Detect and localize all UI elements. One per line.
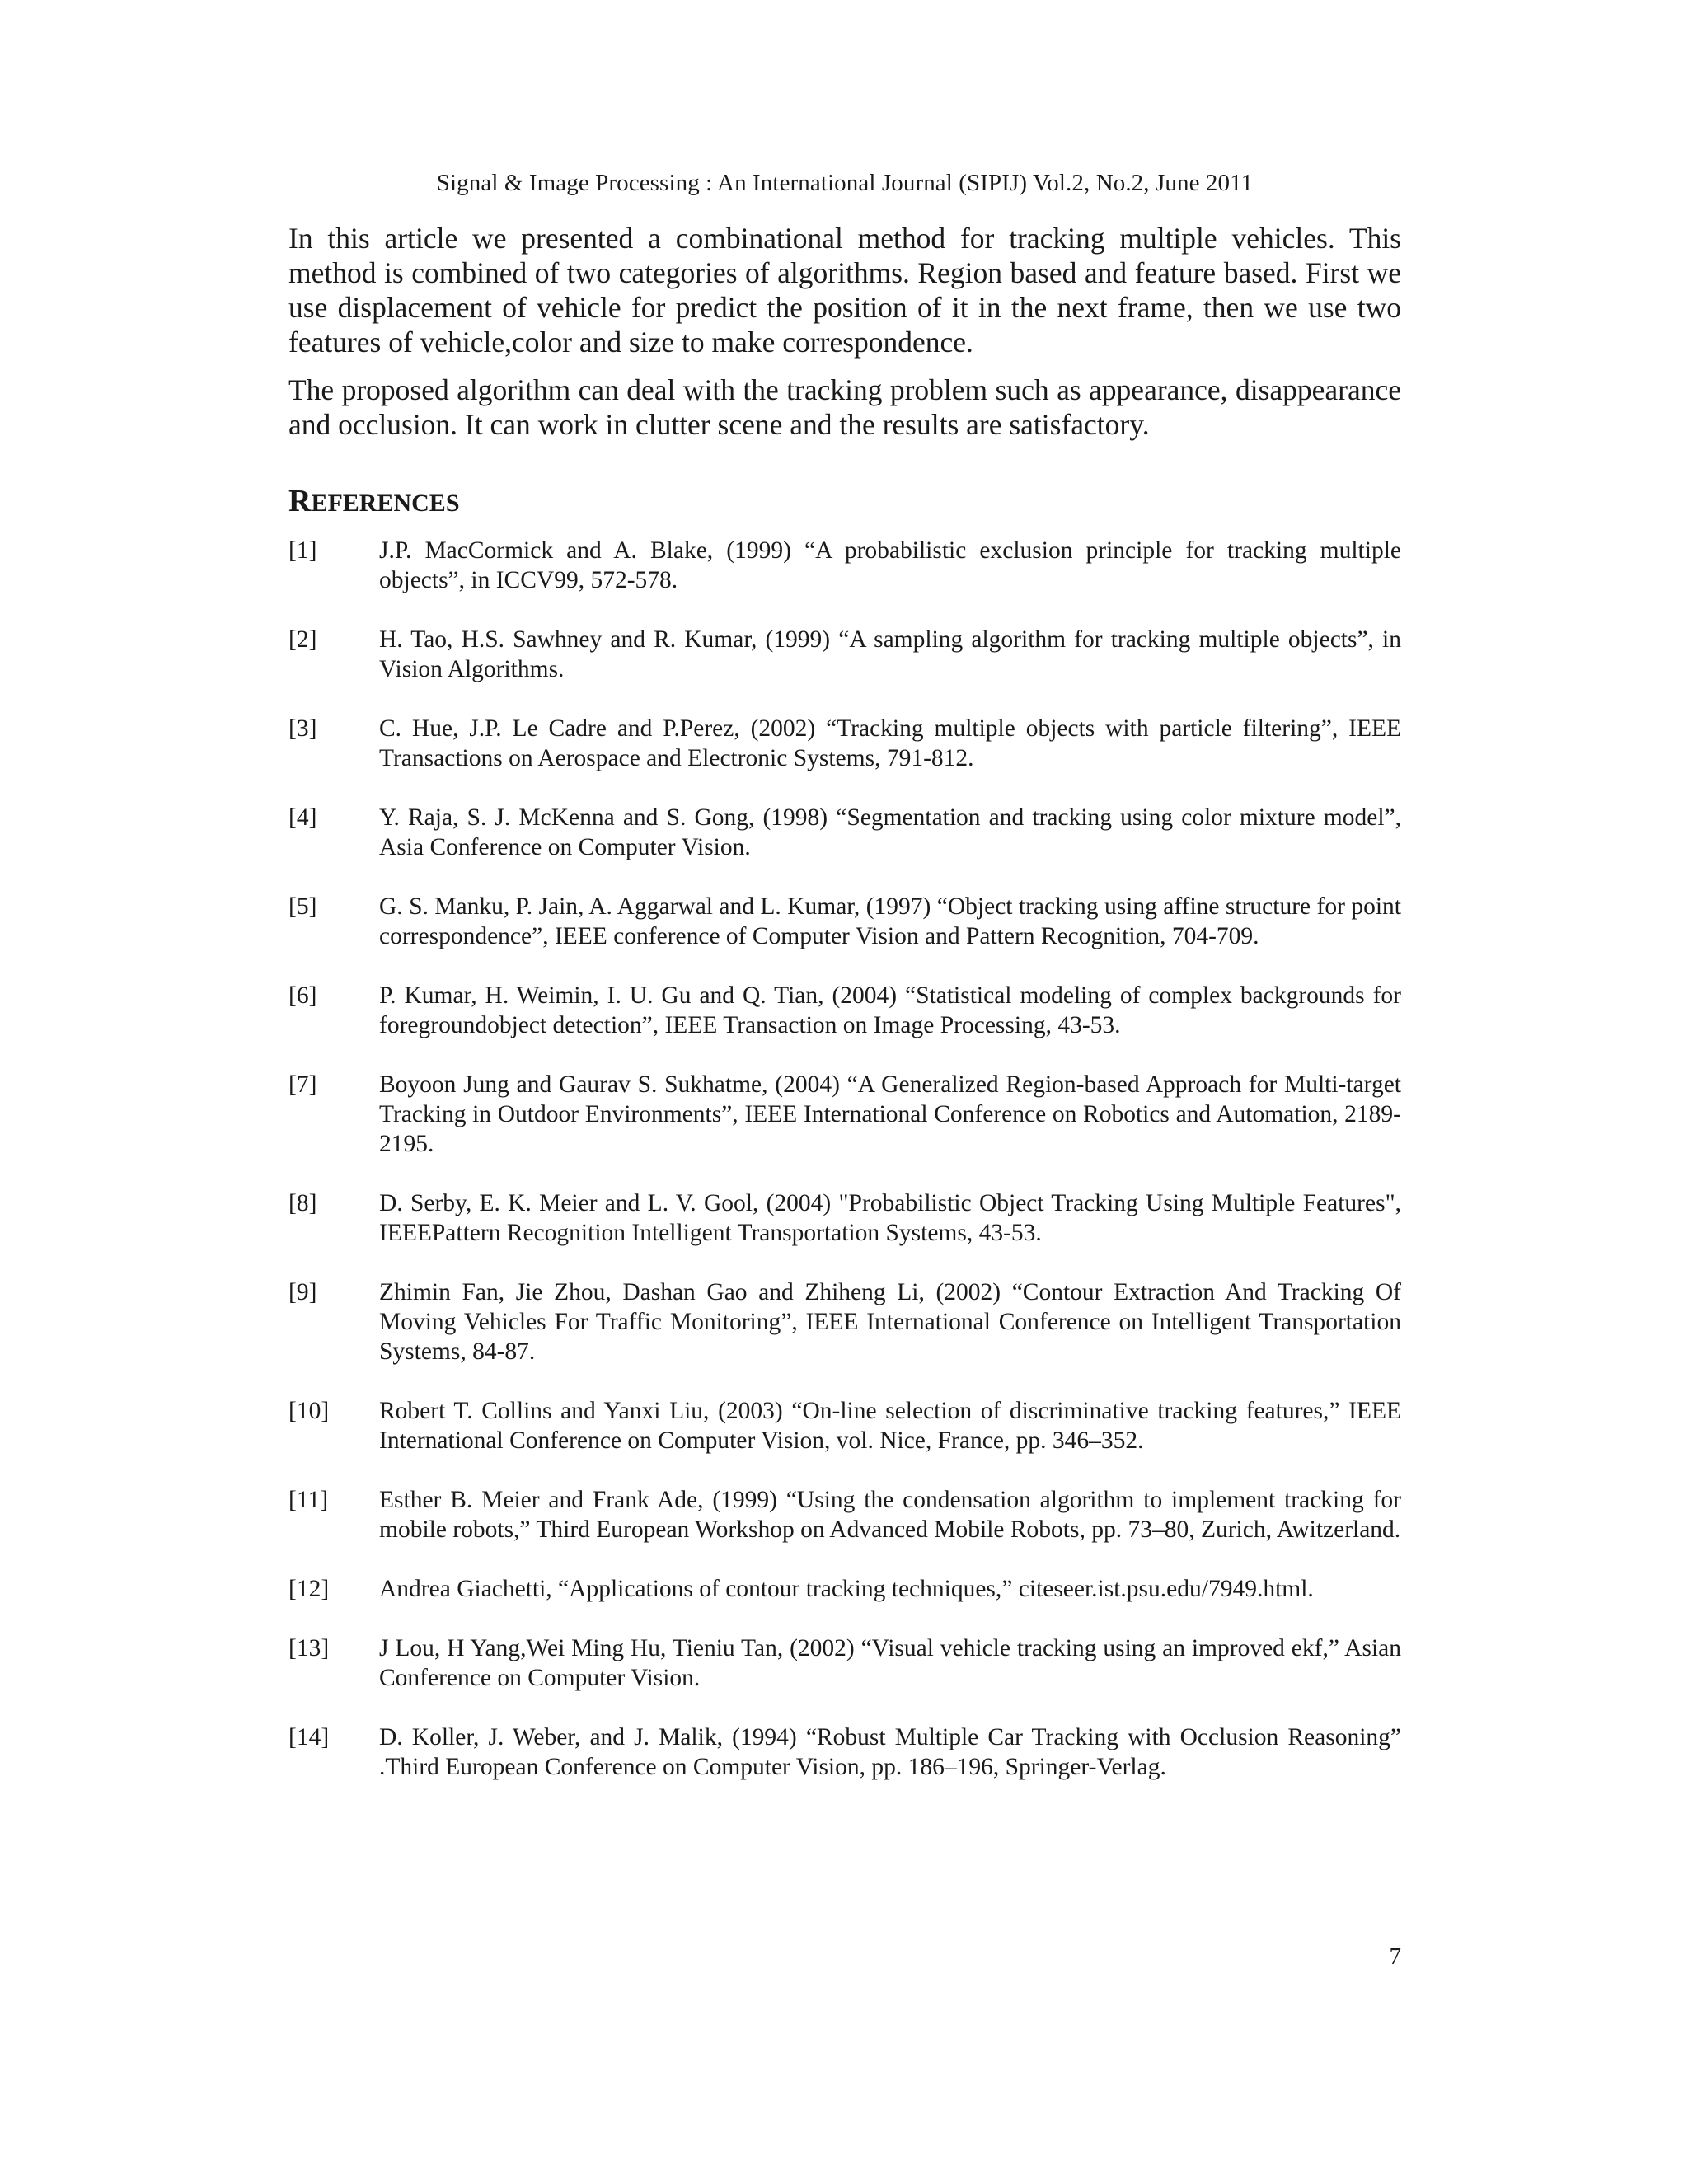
references-heading-rest: EFERENCES: [311, 490, 460, 517]
reference-number: [14]: [288, 1724, 330, 1750]
reference-number: [1]: [288, 537, 317, 564]
reference-item: [288, 1485, 1401, 1544]
reference-item: [288, 625, 1401, 684]
body-paragraph: The proposed algorithm can deal with the tracking problem such as appearance, disappearance and occlusion. It can work in clutter scene and the results are satisfactory.: [288, 373, 1401, 441]
reference-number: [7]: [288, 1071, 317, 1098]
conclusion-body: [288, 221, 1401, 455]
reference-number: [3]: [288, 715, 317, 742]
reference-number: [10]: [288, 1398, 330, 1424]
reference-text: Robert T. Collins and Yanxi Liu, (2003) “On-line selection of discriminative tracking features,” IEEE International Conference on Computer Vision, vol. Nice, France, pp. 346–352.: [379, 1398, 1401, 1454]
reference-text: Andrea Giachetti, “Applications of contour tracking techniques,” citeseer.ist.psu.edu/7949.html.: [379, 1576, 1314, 1602]
reference-text: H. Tao, H.S. Sawhney and R. Kumar, (1999) “A sampling algorithm for tracking multiple objects”, in Vision Algorithms.: [379, 626, 1401, 682]
references-heading: [288, 483, 460, 522]
reference-item: [288, 536, 1401, 595]
reference-number: [2]: [288, 626, 317, 653]
reference-text: Zhimin Fan, Jie Zhou, Dashan Gao and Zhiheng Li, (2002) “Contour Extraction And Tracking Of Moving Vehicles For Traffic Monitoring”, IEEE International Conference on Intelligent Transportation Systems, 84-87.: [379, 1279, 1401, 1365]
reference-number: [6]: [288, 982, 317, 1009]
running-header: Signal & Image Processing : An International Journal (SIPIJ) Vol.2, No.2, June 2011: [436, 170, 1254, 196]
reference-item: [288, 1633, 1401, 1693]
reference-item: [288, 714, 1401, 773]
reference-item: [288, 1574, 1401, 1604]
reference-number: [13]: [288, 1635, 330, 1661]
reference-text: Boyoon Jung and Gaurav S. Sukhatme, (2004) “A Generalized Region-based Approach for Multi-target Tracking in Outdoor Environments”, IEEE International Conference on Robotics and Automation, 2189-2195.: [379, 1071, 1401, 1157]
reference-item: [288, 1722, 1401, 1782]
reference-text: Esther B. Meier and Frank Ade, (1999) “Using the condensation algorithm to implement tracking for mobile robots,” Third European Workshop on Advanced Mobile Robots, pp. 73–80, Zurich, Awitzerland.: [379, 1487, 1401, 1543]
reference-number: [4]: [288, 804, 317, 831]
reference-text: D. Koller, J. Weber, and J. Malik, (1994) “Robust Multiple Car Tracking with Occlusion Reasoning” .Third European Conference on Computer Vision, pp. 186–196, Springer-Verlag.: [379, 1724, 1401, 1780]
reference-number: [5]: [288, 893, 317, 920]
reference-item: [288, 1188, 1401, 1248]
reference-item: [288, 803, 1401, 862]
reference-list: [288, 536, 1401, 1811]
reference-number: [12]: [288, 1576, 330, 1602]
reference-text: P. Kumar, H. Weimin, I. U. Gu and Q. Tian, (2004) “Statistical modeling of complex backgrounds for foregroundobject detection”, IEEE Transaction on Image Processing, 43-53.: [379, 982, 1401, 1038]
reference-item: [288, 1396, 1401, 1455]
page-number: 7: [1389, 1943, 1401, 1970]
reference-number: [11]: [288, 1487, 329, 1513]
reference-text: C. Hue, J.P. Le Cadre and P.Perez, (2002) “Tracking multiple objects with particle filtering”, IEEE Transactions on Aerospace and Electronic Systems, 791-812.: [379, 715, 1401, 771]
body-paragraph: In this article we presented a combinational method for tracking multiple vehicles. This method is combined of two categories of algorithms. Region based and feature based. First we use displacement of vehicle for predict the position of it in the next frame, then we use two features of vehicle,color and size to make correspondence.: [288, 222, 1401, 359]
reference-item: [288, 892, 1401, 951]
reference-number: [8]: [288, 1190, 317, 1216]
reference-text: G. S. Manku, P. Jain, A. Aggarwal and L. Kumar, (1997) “Object tracking using affine structure for point correspondence”, IEEE conference of Computer Vision and Pattern Recognition, 704-709.: [379, 893, 1401, 949]
reference-number: [9]: [288, 1279, 317, 1305]
reference-item: [288, 1070, 1401, 1159]
reference-text: J Lou, H Yang,Wei Ming Hu, Tieniu Tan, (2002) “Visual vehicle tracking using an improved ekf,” Asian Conference on Computer Vision.: [379, 1635, 1401, 1691]
reference-item: [288, 1277, 1401, 1366]
reference-text: J.P. MacCormick and A. Blake, (1999) “A probabilistic exclusion principle for tracking multiple objects”, in ICCV99, 572-578.: [379, 537, 1401, 593]
reference-text: D. Serby, E. K. Meier and L. V. Gool, (2004) "Probabilistic Object Tracking Using Multiple Features", IEEEPattern Recognition Intelligent Transportation Systems, 43-53.: [379, 1190, 1401, 1246]
reference-text: Y. Raja, S. J. McKenna and S. Gong, (1998) “Segmentation and tracking using color mixture model”, Asia Conference on Computer Vision.: [379, 804, 1401, 860]
references-heading-initial: R: [288, 484, 312, 518]
reference-item: [288, 981, 1401, 1040]
